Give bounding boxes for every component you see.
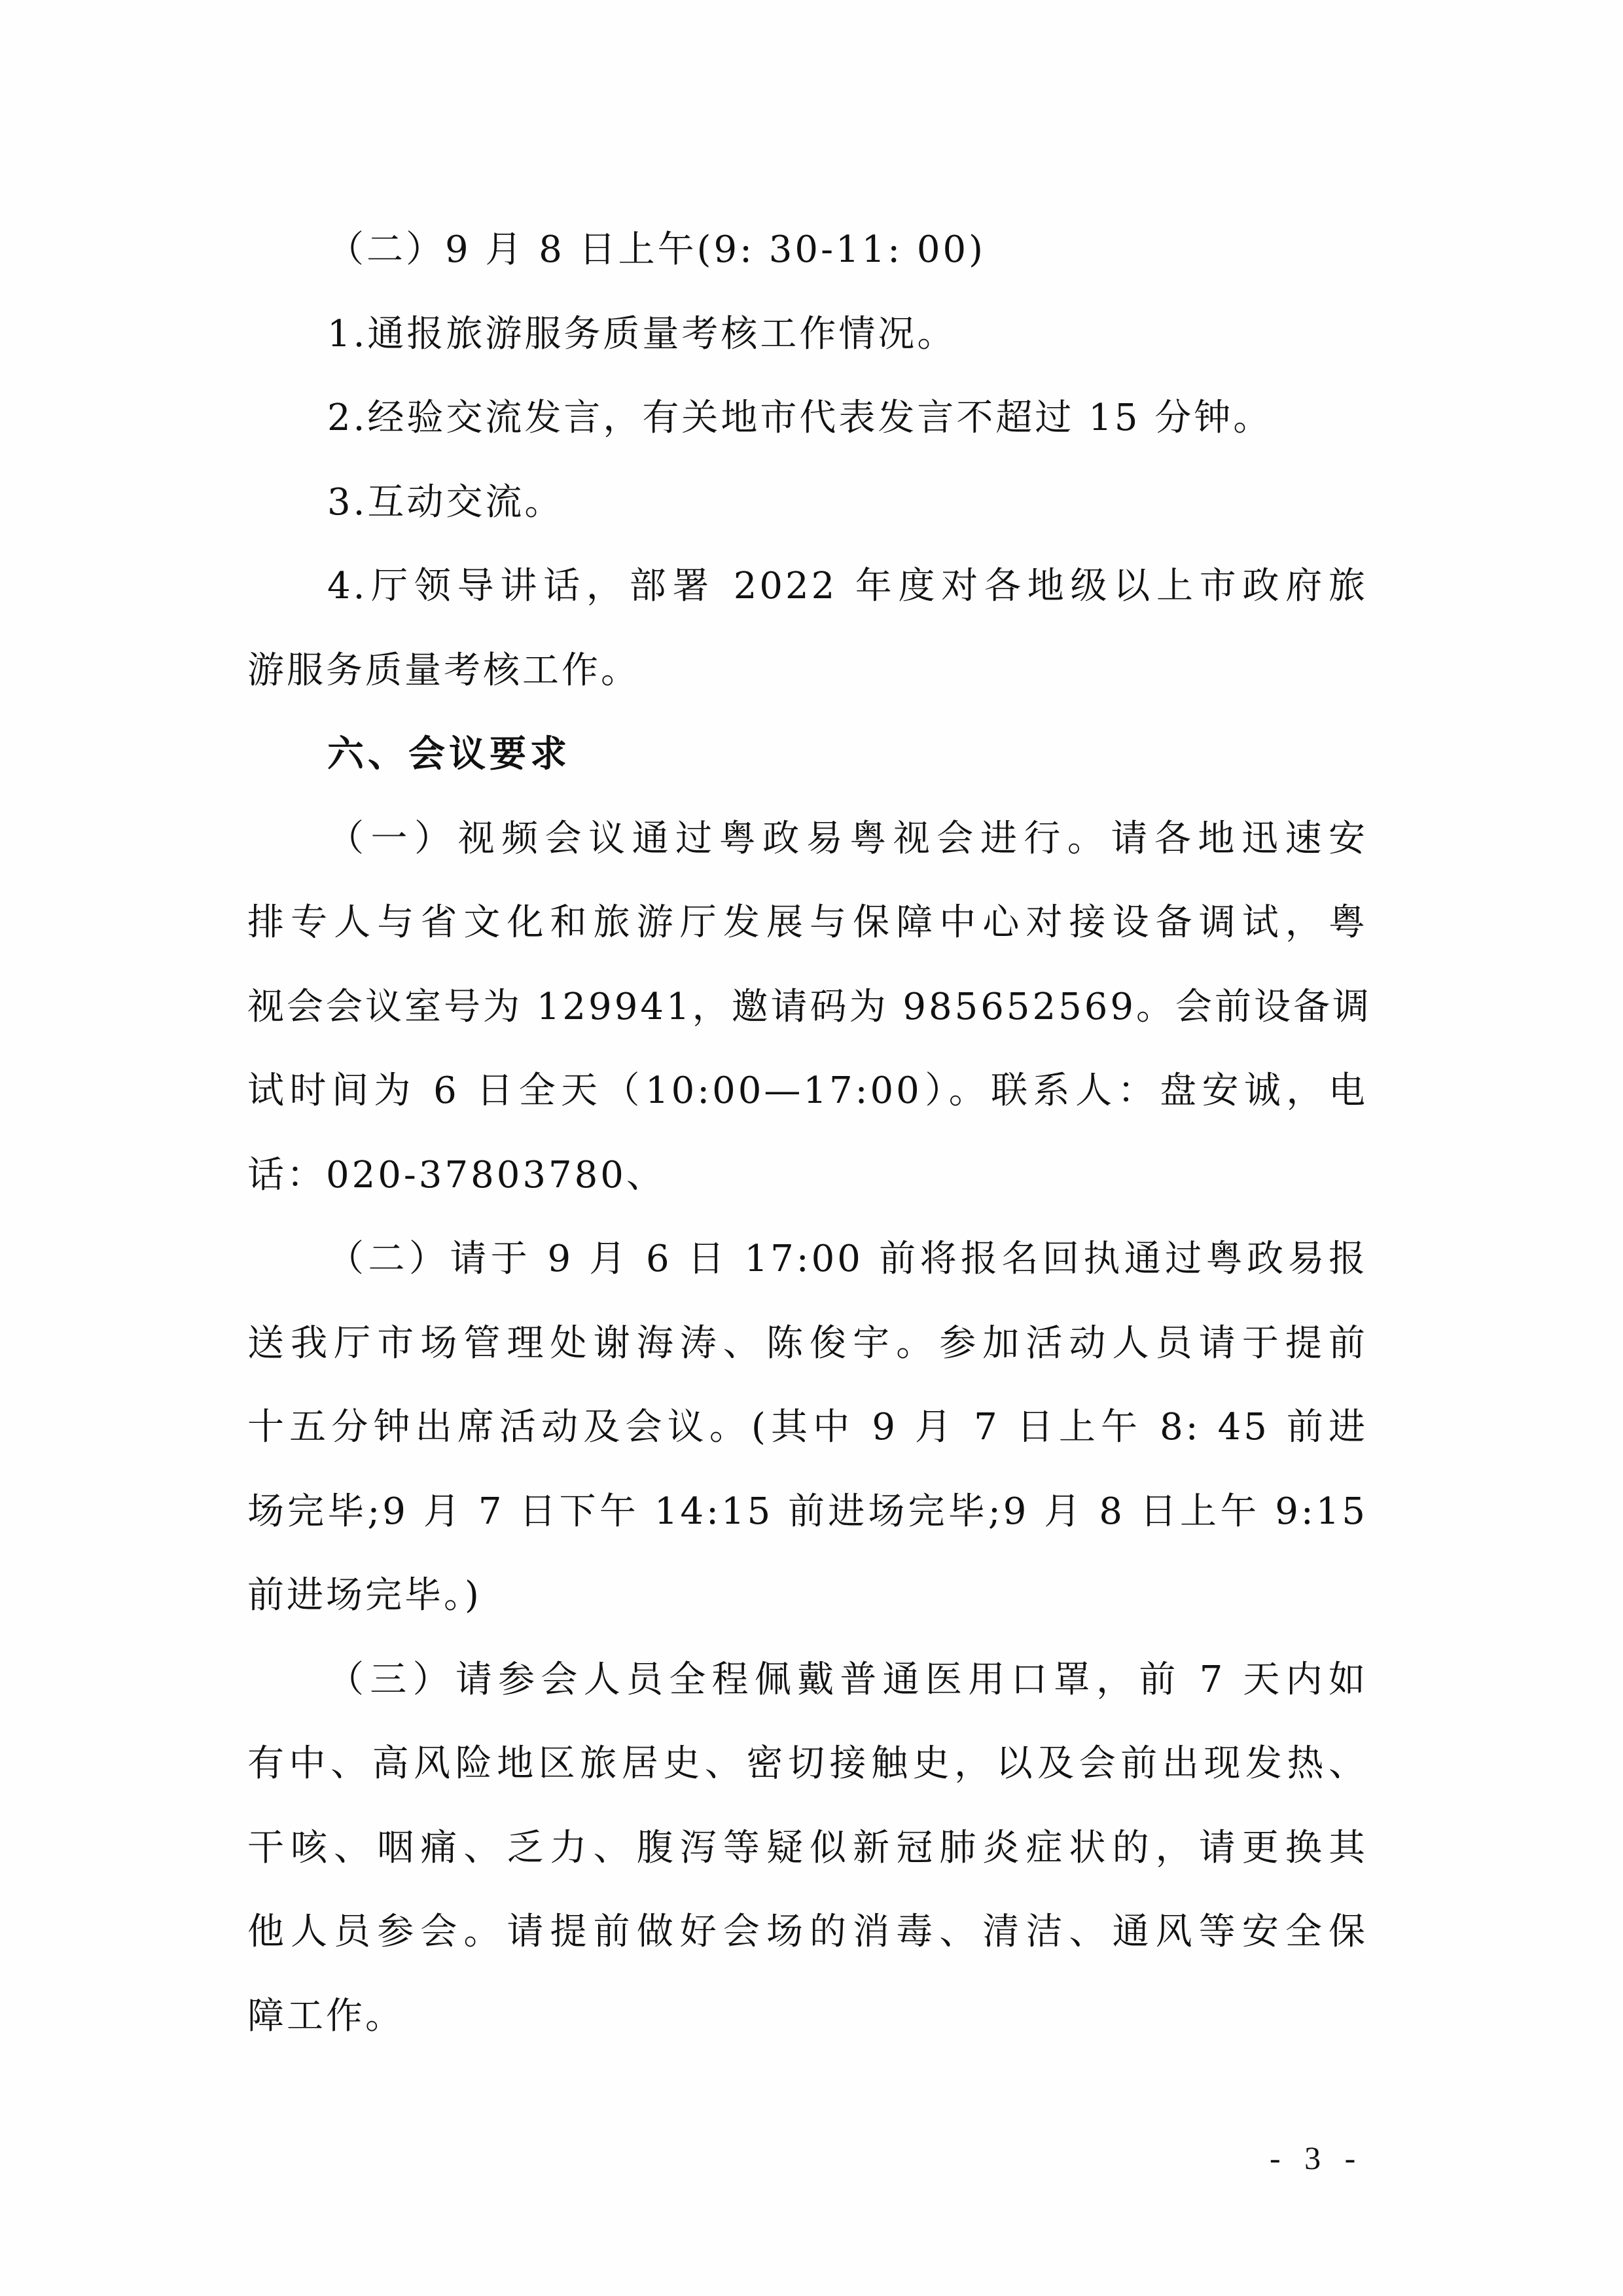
section-heading-meeting-requirements: 六、会议要求 [327,733,571,776]
requirement-2-line-3: 十五分钟出席活动及会议。(其中 9 月 7 日上午 8: 45 前进 [247,1406,1368,1448]
requirement-1-line-2: 排专人与省文化和旅游厅发展与保障中心对接设备调试，粤 [247,901,1368,944]
requirement-1-line-3: 视会会议室号为 129941，邀请码为 985652569。会前设备调 [247,985,1372,1028]
requirement-1-line-4: 试时间为 6 日全天（10:00—17:00）。联系人：盘安诚，电 [247,1069,1368,1112]
requirement-2-line-2: 送我厅市场管理处谢海涛、陈俊宇。参加活动人员请于提前 [247,1321,1368,1365]
requirement-1-line-5: 话：020-37803780、 [247,1153,666,1196]
requirement-3-line-5: 障工作。 [247,1994,404,2037]
page-number: - 3 - [1270,2140,1364,2176]
agenda-item-4-line-1: 4.厅领导讲话，部署 2022 年度对各地级以上市政府旅 [327,565,1368,607]
requirement-3-line-1: （三）请参会人员全程佩戴普通医用口罩，前 7 天内如 [327,1658,1368,1701]
agenda-subheading: （二）9 月 8 日上午(9: 30-11: 00) [327,228,986,271]
requirement-2-line-5: 前进场完毕。) [247,1574,482,1617]
requirement-1-line-1: （一）视频会议通过粤政易粤视会进行。请各地迅速安 [327,817,1368,860]
agenda-item-4-line-2: 游服务质量考核工作。 [247,649,640,692]
requirement-3-line-3: 干咳、咽痛、乏力、腹泻等疑似新冠肺炎症状的，请更换其 [247,1826,1368,1869]
document-body [247,208,1372,2058]
requirement-2-line-4: 场完毕;9 月 7 日下午 14:15 前进场完毕;9 月 8 日上午 9:15 [247,1490,1368,1533]
agenda-item-1: 1.通报旅游服务质量考核工作情况。 [327,312,957,355]
requirement-2-line-1: （二）请于 9 月 6 日 17:00 前将报名回执通过粤政易报 [327,1238,1368,1280]
requirement-3-line-2: 有中、高风险地区旅居史、密切接触史，以及会前出现发热、 [247,1742,1368,1785]
requirement-3-line-4: 他人员参会。请提前做好会场的消毒、清洁、通风等安全保 [247,1910,1368,1953]
agenda-item-2: 2.经验交流发言，有关地市代表发言不超过 15 分钟。 [327,397,1273,439]
agenda-item-3: 3.互动交流。 [327,480,564,524]
